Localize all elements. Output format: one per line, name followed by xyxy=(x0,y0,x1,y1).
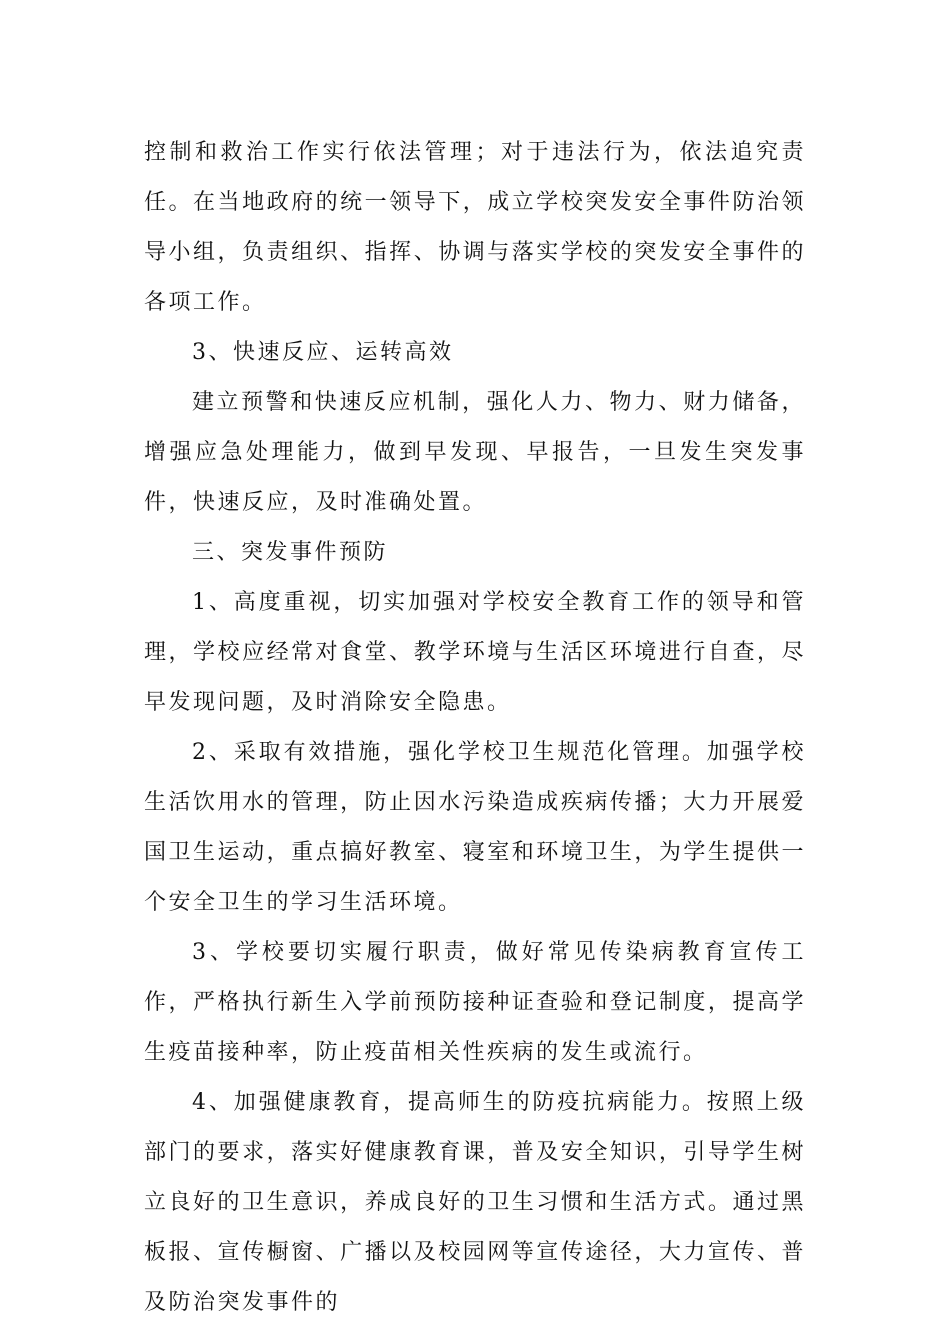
paragraph-health-education: 4、加强健康教育，提高师生的防疫抗病能力。按照上级部门的要求，落实好健康教育课，普及安全知识，引导学生树立良好的卫生意识，养成良好的卫生习惯和生活方式。通过黑板报、宣传橱窗、广播以及校园网等宣传途径，大力宣传、普及防治突发事件的 xyxy=(144,1090,806,1315)
paragraph-safety-education: 1、高度重视，切实加强对学校安全教育工作的领导和管理，学校应经常对食堂、教学环境与生活区环境进行自查，尽早发现问题，及时消除安全隐患。 xyxy=(144,590,806,715)
heading-rapid-response: 3、快速反应、运转高效 xyxy=(192,340,454,365)
document-body xyxy=(144,128,806,1328)
paragraph-continued-responsibility: 控制和救治工作实行依法管理；对于违法行为，依法追究责任。在当地政府的统一领导下，成立学校突发安全事件防治领导小组，负责组织、指挥、协调与落实学校的突发安全事件的各项工作。 xyxy=(144,140,806,315)
paragraph-vaccination: 3、学校要切实履行职责，做好常见传染病教育宣传工作，严格执行新生入学前预防接种证查验和登记制度，提高学生疫苗接种率，防止疫苗相关性疾病的发生或流行。 xyxy=(144,940,806,1065)
paragraph-hygiene-management: 2、采取有效措施，强化学校卫生规范化管理。加强学校生活饮用水的管理，防止因水污染造成疾病传播；大力开展爱国卫生运动，重点搞好教室、寝室和环境卫生，为学生提供一个安全卫生的学习生活环境。 xyxy=(144,740,806,915)
heading-emergency-prevention: 三、突发事件预防 xyxy=(192,540,389,565)
paragraph-early-warning: 建立预警和快速反应机制，强化人力、物力、财力储备，增强应急处理能力，做到早发现、早报告，一旦发生突发事件，快速反应，及时准确处置。 xyxy=(144,390,806,515)
